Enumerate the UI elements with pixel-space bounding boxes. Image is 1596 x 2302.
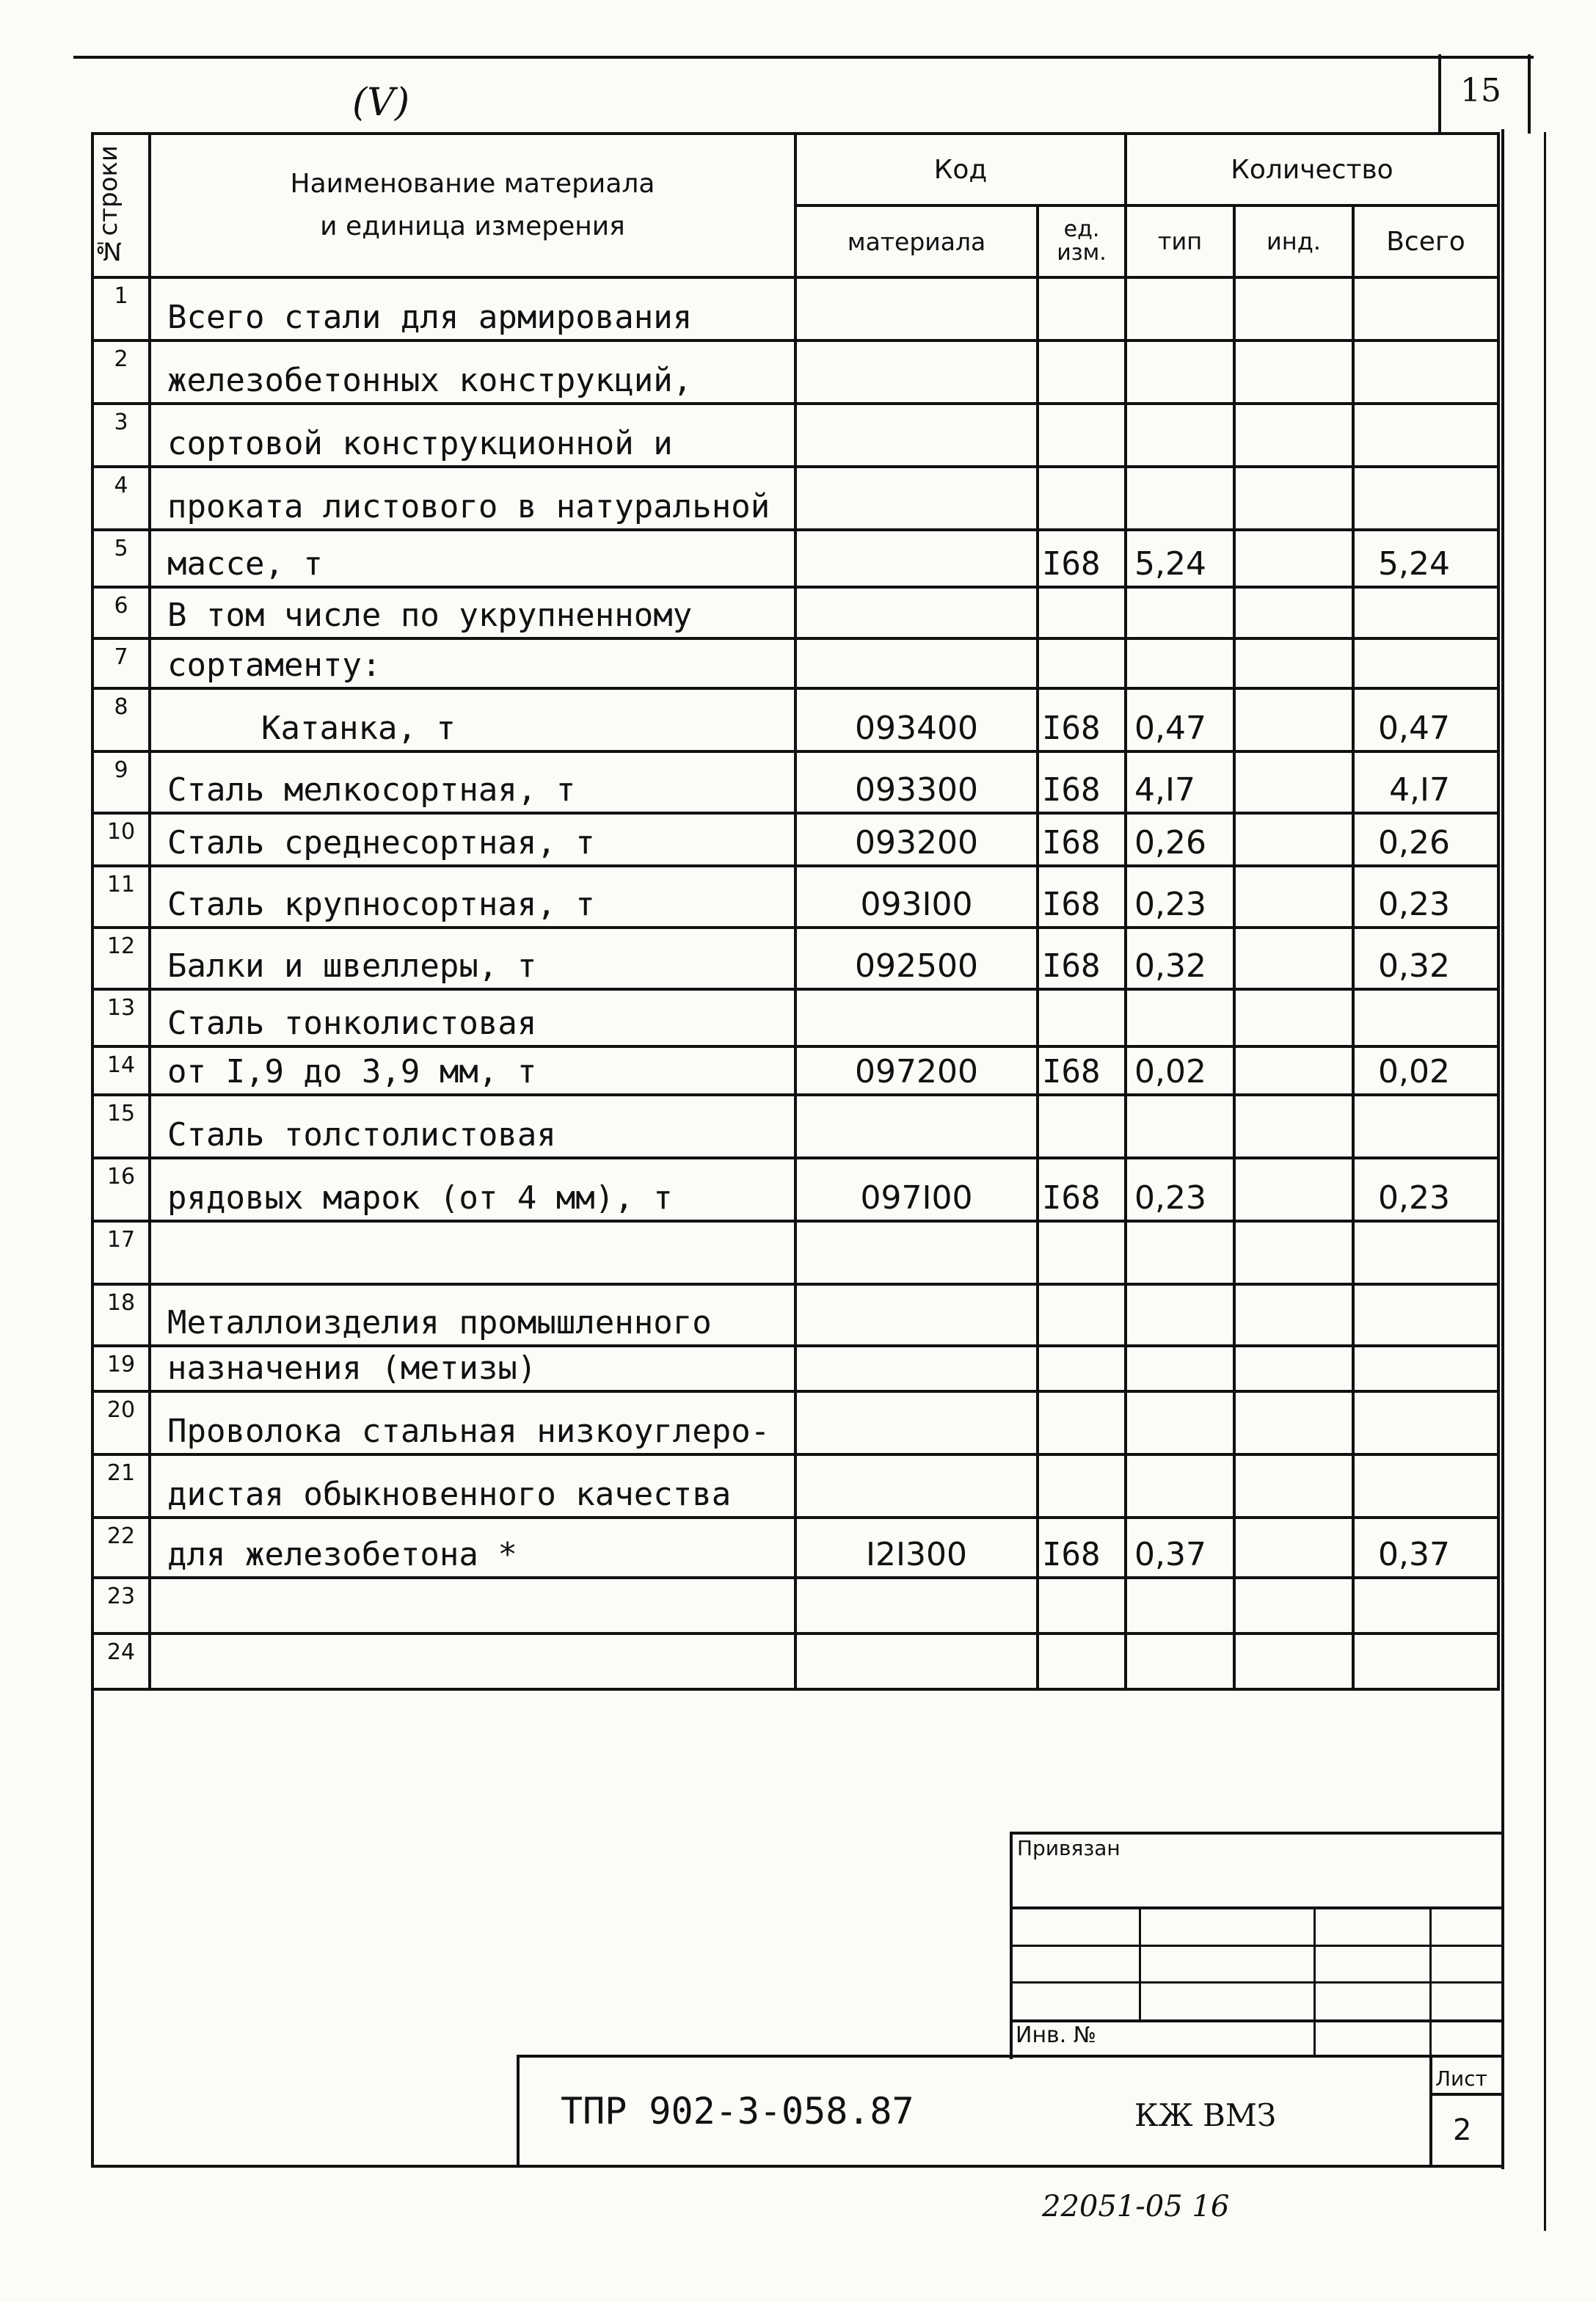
material-name-cell: железобетонных конструкций, [150,340,795,404]
footer-note: 22051-05 16 [1042,2190,1230,2223]
qty-total-cell [1353,1578,1498,1633]
material-code-cell [795,340,1038,404]
row-number-cell: 19 [92,1346,150,1391]
row-number-cell: 16 [92,1158,150,1221]
qty-typ-cell [1126,404,1234,467]
material-code-cell [795,1633,1038,1689]
row-number-cell: 1 [92,277,150,340]
material-code-cell [795,587,1038,638]
qty-ind-cell [1234,1095,1353,1158]
qty-ind-cell [1234,1346,1353,1391]
unit-code-cell: I68 [1038,688,1126,751]
material-name-cell: Катанка, т [150,688,795,751]
row-number-cell: 5 [92,530,150,587]
typ-header: тип [1126,205,1234,277]
material-code-cell [795,1346,1038,1391]
table-row [92,340,1498,404]
right-frame-line [1501,129,1504,2169]
row-number-header-cell [92,134,150,277]
unit-code-cell: I68 [1038,928,1126,989]
qty-typ-cell [1126,1221,1234,1284]
row-number-cell: 9 [92,751,150,813]
total-header: Всего [1353,205,1498,277]
table-row [92,530,1498,587]
page-number: 15 [1460,72,1501,109]
material-name-cell: Проволока стальная низкоуглеро- [150,1391,795,1454]
qty-total-cell: 5,24 [1353,530,1498,587]
qty-total-cell: 0,32 [1353,928,1498,989]
qty-total-cell [1353,467,1498,530]
table-row [92,1046,1498,1095]
qty-typ-cell [1126,1578,1234,1633]
qty-total-cell: 0,26 [1353,813,1498,866]
attached-label: Привязан [1017,1836,1121,1860]
material-code-cell [795,1221,1038,1284]
unit-code-cell [1038,467,1126,530]
top-frame-line [73,56,1534,59]
stamp-line [517,2055,520,2166]
material-code-cell [795,1284,1038,1346]
qty-typ-cell [1126,1346,1234,1391]
table-row [92,638,1498,688]
unit-code-cell [1038,1454,1126,1518]
qty-ind-cell [1234,404,1353,467]
unit-code-cell [1038,1221,1126,1284]
table-row [92,1391,1498,1454]
unit-code-cell: I68 [1038,1518,1126,1578]
qty-typ-cell [1126,1095,1234,1158]
stamp-line [517,2055,1504,2058]
qty-typ-cell: 0,47 [1126,688,1234,751]
qty-total-cell: 4,I7 [1353,751,1498,813]
qty-ind-cell [1234,1221,1353,1284]
row-number-header: №строки [94,145,123,266]
row-number-cell: 8 [92,688,150,751]
material-name-cell: сортовой конструкционной и [150,404,795,467]
material-name-cell: Сталь крупносортная, т [150,866,795,928]
stamp-line [1139,1906,1141,2019]
stamp-line [1429,1906,1432,2058]
outer-right-margin-line [1544,132,1546,2231]
qty-total-cell [1353,1284,1498,1346]
row-number-cell: 23 [92,1578,150,1633]
drawing-mark: КЖ ВМЗ [1134,2097,1277,2133]
qty-ind-cell [1234,751,1353,813]
qty-ind-cell [1234,1633,1353,1689]
inv-no-label: Инв. № [1016,2022,1097,2048]
unit-code-cell [1038,587,1126,638]
qty-ind-cell [1234,467,1353,530]
document-code: ТПР 902-3-058.87 [561,2090,914,2132]
qty-typ-cell: 5,24 [1126,530,1234,587]
unit-code-cell [1038,638,1126,688]
material-name-cell: Сталь среднесортная, т [150,813,795,866]
table-row [92,1221,1498,1284]
qty-typ-cell [1126,277,1234,340]
material-code-cell [795,530,1038,587]
material-name-cell: Сталь мелкосортная, т [150,751,795,813]
material-name-cell: от I,9 до 3,9 мм, т [150,1046,795,1095]
material-spec-table [91,132,1500,1691]
material-code-cell [795,404,1038,467]
material-code-cell [795,638,1038,688]
unit-code-cell [1038,1391,1126,1454]
material-name-cell: В том числе по укрупненному [150,587,795,638]
qty-typ-cell [1126,467,1234,530]
table-row [92,467,1498,530]
qty-total-cell: 0,23 [1353,866,1498,928]
qty-typ-cell: 0,23 [1126,866,1234,928]
qty-typ-cell: 4,I7 [1126,751,1234,813]
qty-typ-cell: 0,23 [1126,1158,1234,1221]
material-name-cell: дистая обыкновенного качества [150,1454,795,1518]
table-row [92,1095,1498,1158]
qty-ind-cell [1234,866,1353,928]
qty-total-cell [1353,277,1498,340]
qty-ind-cell [1234,1284,1353,1346]
row-number-cell: 24 [92,1633,150,1689]
qty-total-cell [1353,989,1498,1046]
unit-code-cell [1038,1346,1126,1391]
qty-typ-cell: 0,26 [1126,813,1234,866]
stamp-line [1429,2093,1504,2096]
qty-ind-cell [1234,1046,1353,1095]
qty-typ-cell [1126,1633,1234,1689]
stamp-line [1010,1832,1504,1835]
qty-ind-cell [1234,928,1353,989]
qty-typ-cell [1126,638,1234,688]
qty-typ-cell: 0,02 [1126,1046,1234,1095]
material-name-cell [150,1578,795,1633]
material-name-cell [150,1221,795,1284]
row-number-cell: 11 [92,866,150,928]
qty-ind-cell [1234,638,1353,688]
material-name-cell: Всего стали для армирования [150,277,795,340]
material-name-cell: Металлоизделия промышленного [150,1284,795,1346]
material-code-cell [795,989,1038,1046]
row-number-cell: 4 [92,467,150,530]
material-code-header: материала [795,205,1038,277]
row-number-cell: 17 [92,1221,150,1284]
qty-total-cell [1353,340,1498,404]
ind-header: инд. [1234,205,1353,277]
material-code-cell [795,467,1038,530]
qty-total-cell: 0,02 [1353,1046,1498,1095]
qty-total-cell [1353,1095,1498,1158]
table-row [92,1346,1498,1391]
material-code-cell: 093400 [795,688,1038,751]
material-name-cell [150,1633,795,1689]
qty-typ-cell [1126,587,1234,638]
unit-code-cell: I68 [1038,1158,1126,1221]
material-name-header: Наименование материала и единица измерения [150,134,795,277]
qty-ind-cell [1234,813,1353,866]
table-row [92,1518,1498,1578]
material-name-cell: для железобетона * [150,1518,795,1578]
qty-total-cell [1353,638,1498,688]
row-number-cell: 10 [92,813,150,866]
material-name-cell: назначения (метизы) [150,1346,795,1391]
material-code-cell [795,1391,1038,1454]
qty-total-cell [1353,587,1498,638]
material-code-cell: 097200 [795,1046,1038,1095]
table-row [92,751,1498,813]
unit-code-cell [1038,1578,1126,1633]
qty-typ-cell [1126,340,1234,404]
material-code-cell [795,1095,1038,1158]
qty-total-cell: 0,37 [1353,1518,1498,1578]
material-code-cell [795,1578,1038,1633]
qty-ind-cell [1234,1518,1353,1578]
qty-total-cell [1353,404,1498,467]
row-number-cell: 2 [92,340,150,404]
row-number-cell: 21 [92,1454,150,1518]
qty-typ-cell [1126,1284,1234,1346]
material-code-cell [795,277,1038,340]
table-row [92,404,1498,467]
unit-code-cell [1038,1095,1126,1158]
material-code-cell: 093200 [795,813,1038,866]
qty-typ-cell [1126,1454,1234,1518]
table-row [92,989,1498,1046]
table-row [92,688,1498,751]
unit-code-cell: I68 [1038,530,1126,587]
row-number-cell: 6 [92,587,150,638]
unit-code-cell: I68 [1038,866,1126,928]
material-code-cell: 093300 [795,751,1038,813]
qty-ind-cell [1234,530,1353,587]
material-name-cell: проката листового в натуральной [150,467,795,530]
table-row [92,1284,1498,1346]
table-row [92,813,1498,866]
material-name-cell: Балки и швеллеры, т [150,928,795,989]
table-row [92,866,1498,928]
qty-ind-cell [1234,1578,1353,1633]
unit-header: ед. изм. [1038,205,1126,277]
qty-ind-cell [1234,277,1353,340]
table-row [92,1578,1498,1633]
stamp-line [1313,1906,1316,2058]
qty-total-cell [1353,1633,1498,1689]
material-code-cell [795,1454,1038,1518]
unit-code-cell [1038,989,1126,1046]
qty-total-cell [1353,1221,1498,1284]
material-name-cell: Сталь тонколистовая [150,989,795,1046]
row-number-cell: 18 [92,1284,150,1346]
row-number-cell: 22 [92,1518,150,1578]
qty-total-cell [1353,1391,1498,1454]
qty-ind-cell [1234,989,1353,1046]
unit-code-cell [1038,1284,1126,1346]
qty-total-cell [1353,1346,1498,1391]
unit-code-cell: I68 [1038,751,1126,813]
qty-ind-cell [1234,1454,1353,1518]
material-name-cell: массе, т [150,530,795,587]
row-number-cell: 3 [92,404,150,467]
table-row [92,277,1498,340]
qty-ind-cell [1234,1391,1353,1454]
unit-code-cell [1038,277,1126,340]
unit-code-cell [1038,340,1126,404]
sheet-label: Лист [1435,2066,1487,2091]
table-row [92,587,1498,638]
qty-typ-cell: 0,37 [1126,1518,1234,1578]
table-row [92,1158,1498,1221]
code-group-header: Код [795,134,1126,205]
table-row [92,1454,1498,1518]
material-name-cell: рядовых марок (от 4 мм), т [150,1158,795,1221]
unit-code-cell [1038,1633,1126,1689]
qty-total-cell: 0,23 [1353,1158,1498,1221]
qty-ind-cell [1234,587,1353,638]
qty-typ-cell [1126,1391,1234,1454]
material-name-cell: сортаменту: [150,638,795,688]
material-code-cell: I2I300 [795,1518,1038,1578]
row-number-cell: 20 [92,1391,150,1454]
material-code-cell: 092500 [795,928,1038,989]
table-row [92,928,1498,989]
bottom-frame-line [91,2165,1504,2168]
qty-typ-cell: 0,32 [1126,928,1234,989]
unit-code-cell: I68 [1038,813,1126,866]
row-number-cell: 13 [92,989,150,1046]
material-code-cell: 093I00 [795,866,1038,928]
row-number-cell: 12 [92,928,150,989]
material-name-cell: Сталь толстолистовая [150,1095,795,1158]
unit-code-cell [1038,404,1126,467]
stamp-line [1429,2055,1432,2166]
qty-total-cell: 0,47 [1353,688,1498,751]
variant-mark: (V) [352,81,410,125]
qty-ind-cell [1234,340,1353,404]
quantity-group-header: Количество [1126,134,1498,205]
qty-typ-cell [1126,989,1234,1046]
sheet-number: 2 [1453,2113,1472,2147]
qty-total-cell [1353,1454,1498,1518]
material-code-cell: 097I00 [795,1158,1038,1221]
qty-ind-cell [1234,688,1353,751]
qty-ind-cell [1234,1158,1353,1221]
table-row [92,1633,1498,1689]
row-number-cell: 7 [92,638,150,688]
row-number-cell: 15 [92,1095,150,1158]
unit-code-cell: I68 [1038,1046,1126,1095]
row-number-cell: 14 [92,1046,150,1095]
